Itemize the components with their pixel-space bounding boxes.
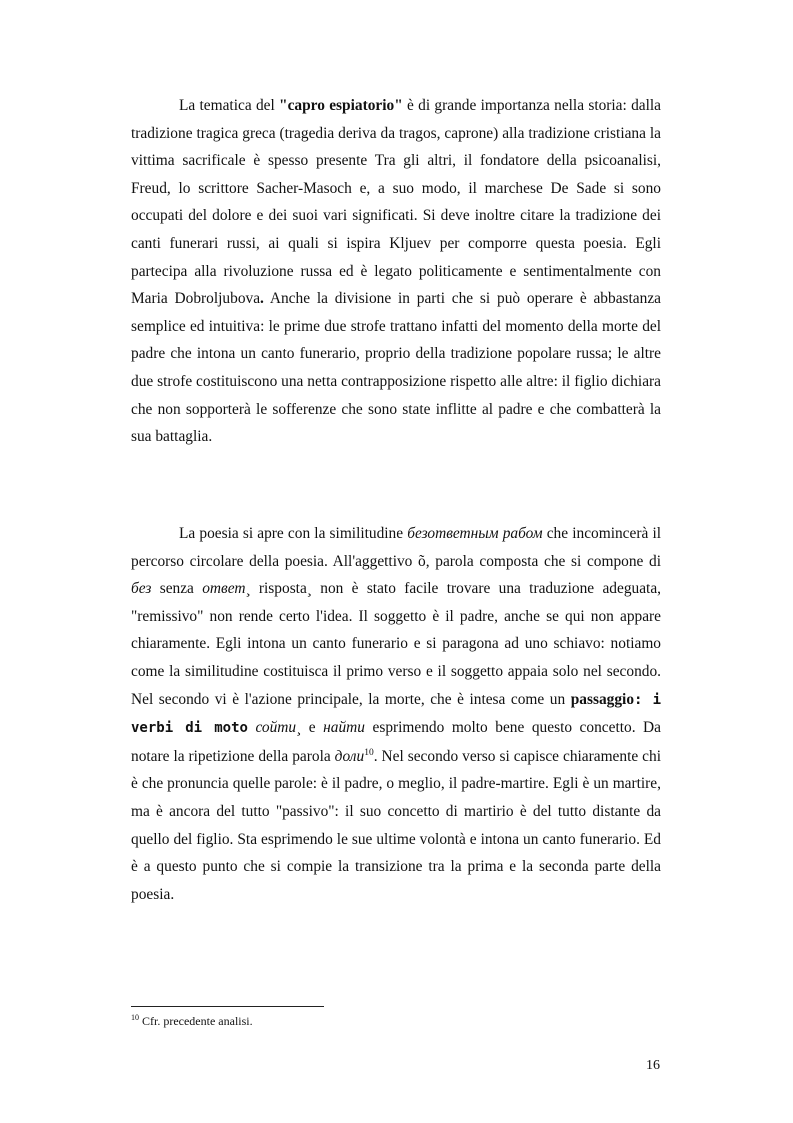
paragraph-analisi-poesia: [131, 520, 661, 908]
footnote-text: Cfr. precedente analisi.: [139, 1014, 253, 1028]
text-run: , parola composta che si compone di: [425, 552, 661, 570]
russian-term-najti: найти: [323, 719, 365, 737]
bold-period: .: [260, 290, 264, 308]
text-run: ¸ e: [296, 719, 324, 737]
text-run: esprimendo molto bene questo concetto. Da notare la ripetizione della parola: [131, 719, 662, 765]
russian-term-sojti: сойти: [255, 719, 297, 737]
text-run: ¸ risposta¸ non è stato facile trovare una traduzione adeguata, "remissivo" non rende certo l'idea. Il soggetto è il padre, anche se qui non appare chiaramente. Egli intona un canto funerario e si paragona ad uno schiavo: notiamo come la similitudine costituisca il primo verso e il soggetto appaia solo nel secondo. Nel secondo vi è l'azione principale, la morte, che è intesa come un: [131, 580, 661, 708]
bold-phrase-capro-espiatorio: "capro espiatorio": [279, 97, 403, 114]
text-run: è di grande importanza nella storia: dalla tradizione tragica greca (tragedia deriva da tragos, caprone) alla tradizione cristiana la vittima sacrificale è spesso presente Tra gli altri, il fondatore della psicoanalisi, Freud, lo scrittore Sacher-Masoch e, a suo modo, il marchese De Sade si sono occupati del dolore e dei suoi vari significati. Si deve inoltre citare la tradizione dei canti funerari russi, ai quali si ispira Kljuev per comporre questa poesia. Egli partecipa alla rivoluzione russa ed è legato politicamente e sentimentalmente con Maria Dobroljubova: [131, 97, 661, 308]
footnote-number: 10: [131, 1013, 139, 1022]
russian-term-bez: без: [131, 580, 152, 598]
text-run: La poesia si apre con la similitudine: [179, 525, 408, 542]
russian-term-otvet: ответ: [202, 580, 246, 598]
footnote: [131, 1013, 253, 1029]
text-run: senza: [151, 580, 203, 598]
missing-glyph: õ: [418, 552, 426, 570]
text-run: . Nel secondo verso si capisce chiaramente chi è che pronuncia quelle parole: è il padre, o meglio, il padre-martire. Egli è un martire, ma è ancora del tutto "passivo": il suo concetto di martirio è del tutto distante da quello del figlio. Sta esprimendo le sue ultime volontà e intona un canto funerario. Ed è a questo punto che si compie la transizione tra la prima e la seconda parte della poesia.: [131, 747, 661, 903]
bold-phrase-verbi-di-moto: : i verbi di moto: [131, 691, 661, 737]
text-run: Anche la divisione in parti che si può operare è abbastanza semplice ed intuitiva: le prime due strofe trattano infatti del momento della morte del padre che intona un canto funerario, proprio della tradizione popolare russa; le altre due strofe costituiscono una netta contrapposizione rispetto alle altre: il figlio dichiara che non sopporterà le sofferenze che sono state inflitte al padre e che combatterà la sua battaglia.: [131, 290, 661, 446]
text-run: che incomincerà il percorso circolare della poesia. All'aggettivo: [131, 525, 661, 570]
russian-term-doli: доли: [334, 747, 365, 765]
footnote-separator: [131, 1006, 324, 1007]
russian-term-bezotvetnym-rabom: безответным рабом: [407, 525, 543, 542]
text-run: La tematica del: [179, 97, 280, 114]
page-number: 16: [646, 1058, 660, 1073]
footnote-reference[interactable]: 10: [364, 747, 374, 758]
paragraph-capro-espiatorio: [131, 92, 661, 451]
bold-word-passaggio: passaggio: [570, 690, 635, 708]
